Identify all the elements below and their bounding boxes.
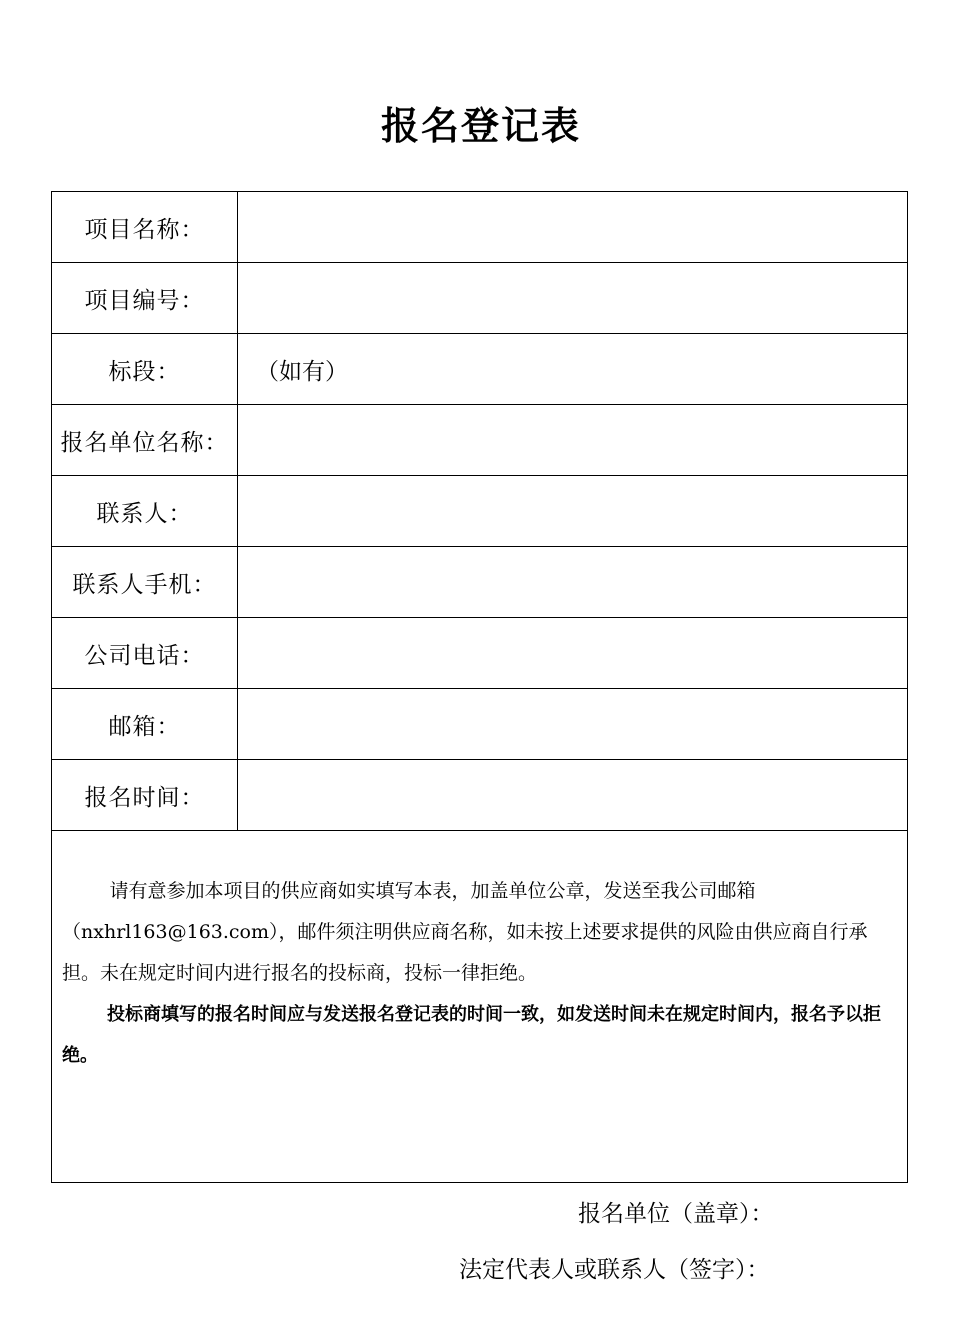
table-row	[52, 547, 908, 618]
table-row	[52, 476, 908, 547]
table-row	[52, 689, 908, 760]
email-label: 邮箱：	[52, 689, 238, 760]
registration-time-field[interactable]	[238, 760, 908, 831]
contact-mobile-label: 联系人手机：	[52, 547, 238, 618]
project-number-field[interactable]	[238, 263, 908, 334]
registrant-unit-label: 报名单位名称：	[52, 405, 238, 476]
lot-label: 标段：	[52, 334, 238, 405]
notice-box	[52, 831, 908, 1183]
table-row	[52, 263, 908, 334]
notice-row	[52, 831, 908, 1183]
notice-paragraph: 请有意参加本项目的供应商如实填写本表，加盖单位公章，发送至我公司邮箱（nxhrl163@163.com），邮件须注明供应商名称，如未按上述要求提供的风险由供应商自行承担。未在规定时间内进行报名的投标商，投标一律拒绝。	[62, 880, 868, 984]
signature-representative-line: 法定代表人或联系人（签字）：	[459, 1257, 770, 1283]
table-row	[52, 405, 908, 476]
table-row	[52, 760, 908, 831]
project-number-label: 项目编号：	[52, 263, 238, 334]
project-name-label: 项目名称：	[52, 192, 238, 263]
page-title: 报名登记表	[380, 104, 581, 148]
contact-mobile-field[interactable]	[238, 547, 908, 618]
company-phone-field[interactable]	[238, 618, 908, 689]
table-row	[52, 334, 908, 405]
table-row	[52, 618, 908, 689]
company-phone-label: 公司电话：	[52, 618, 238, 689]
registration-time-label: 报名时间：	[52, 760, 238, 831]
table-row	[52, 192, 908, 263]
registrant-unit-field[interactable]	[238, 405, 908, 476]
notice-bold-paragraph: 投标商填写的报名时间应与发送报名登记表的时间一致，如发送时间未在规定时间内，报名予以拒绝。	[62, 1004, 881, 1066]
contact-person-field[interactable]	[238, 476, 908, 547]
email-field[interactable]	[238, 689, 908, 760]
project-name-field[interactable]	[238, 192, 908, 263]
registration-table	[51, 191, 908, 1183]
contact-person-label: 联系人：	[52, 476, 238, 547]
lot-field[interactable]: （如有）	[238, 334, 908, 405]
signature-unit-line: 报名单位（盖章）：	[578, 1201, 774, 1227]
